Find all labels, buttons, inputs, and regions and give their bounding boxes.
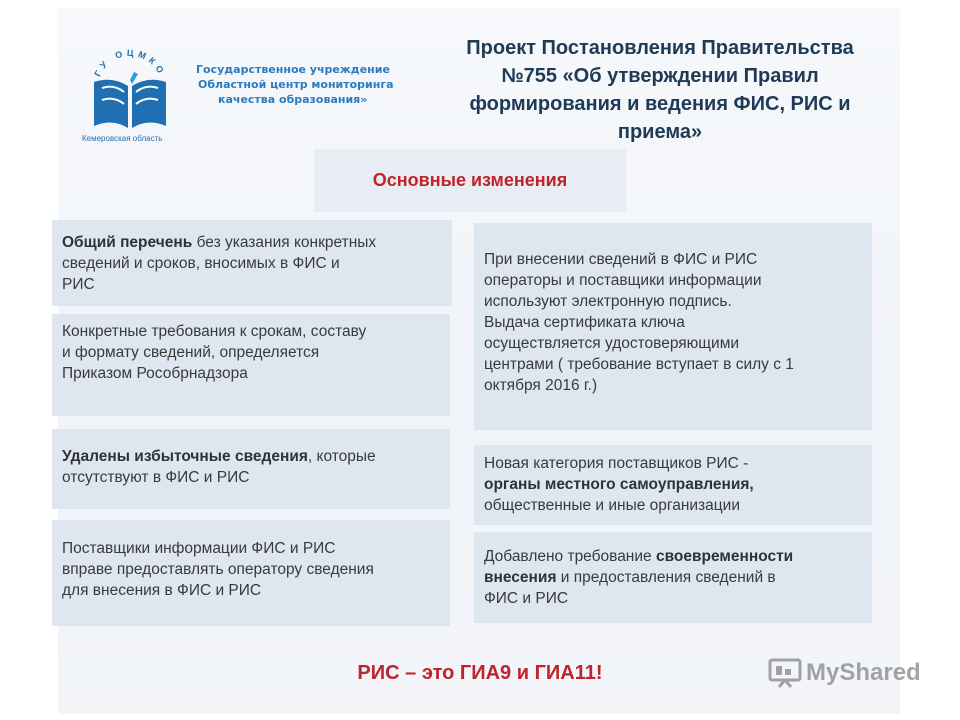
box-bold-text: внесения — [484, 569, 557, 586]
box-text: отсутствуют в ФИС и РИС — [62, 469, 250, 486]
box-text: октября 2016 г.) — [484, 377, 598, 394]
watermark-text: MyShared — [806, 659, 921, 686]
org-name-line-1: Государственное учреждение — [196, 63, 390, 76]
change-box-removed-data — [52, 429, 450, 509]
org-name-line-2: Областной центр мониторинга — [198, 78, 394, 91]
box-bold-text: органы местного самоуправления, — [484, 476, 754, 493]
title-line-2: №755 «Об утверждении Правил — [501, 65, 819, 87]
box-text: операторы и поставщики информации — [484, 272, 762, 289]
box-text: Добавлено требование — [484, 548, 656, 565]
presentation-icon — [768, 658, 802, 688]
box-text: РИС — [62, 276, 95, 293]
box-bold-text: Удалены избыточные сведения — [62, 448, 308, 465]
box-text: центрами ( требование вступает в силу с 1 — [484, 356, 794, 373]
open-book-icon — [94, 72, 166, 128]
logo-arc-text: ГУ ОЦМКО — [92, 47, 168, 79]
box-text: , которые — [307, 448, 376, 465]
title-line-3: формирования и ведения ФИС, РИС и — [469, 93, 851, 115]
title-line-1: Проект Постановления Правительства — [466, 37, 854, 59]
organization-logo — [80, 30, 180, 150]
box-text: ФИС и РИС — [484, 590, 569, 607]
footer-note: РИС – это ГИА9 и ГИА11! — [357, 662, 603, 684]
box-text: Конкретные требования к срокам, составу — [62, 323, 367, 340]
box-bold-text: своевременности — [655, 548, 794, 565]
box-text: Новая категория поставщиков РИС - — [484, 455, 749, 472]
change-box-electronic-signature — [474, 223, 872, 430]
watermark — [768, 656, 921, 690]
box-text: Поставщики информации ФИС и РИС — [62, 540, 336, 557]
box-text: При внесении сведений в ФИС и РИС — [484, 251, 758, 268]
box-text: сведений и сроков, вносимых в ФИС и — [62, 255, 340, 272]
box-text: без указания конкретных — [192, 234, 377, 251]
box-bold-text: Общий перечень — [62, 234, 193, 251]
change-box-requirements — [52, 314, 450, 416]
change-box-suppliers-rights — [52, 520, 450, 626]
change-box-new-category — [474, 445, 872, 525]
organization-name — [196, 62, 416, 107]
box-text: используют электронную подпись. — [484, 293, 732, 310]
box-text: для внесения в ФИС и РИС — [62, 582, 262, 599]
org-name-line-3: качества образования» — [218, 93, 368, 106]
box-text: общественные и иные организации — [484, 497, 740, 514]
logo-region-label: Кемеровская область — [82, 134, 163, 143]
title-line-4: приема» — [617, 121, 703, 143]
box-text: вправе предоставлять оператору сведения — [62, 561, 374, 578]
section-header: Основные изменения — [314, 149, 626, 212]
document-title — [420, 34, 900, 146]
change-box-general-list — [52, 220, 452, 306]
box-text: Выдача сертификата ключа — [484, 314, 685, 331]
box-text: и предоставления сведений в — [556, 569, 776, 586]
change-box-timeliness — [474, 532, 872, 623]
box-text: и формату сведений, определяется — [62, 344, 320, 361]
box-text: осуществляется удостоверяющими — [484, 335, 740, 352]
box-text: Приказом Рособрнадзора — [62, 365, 248, 382]
